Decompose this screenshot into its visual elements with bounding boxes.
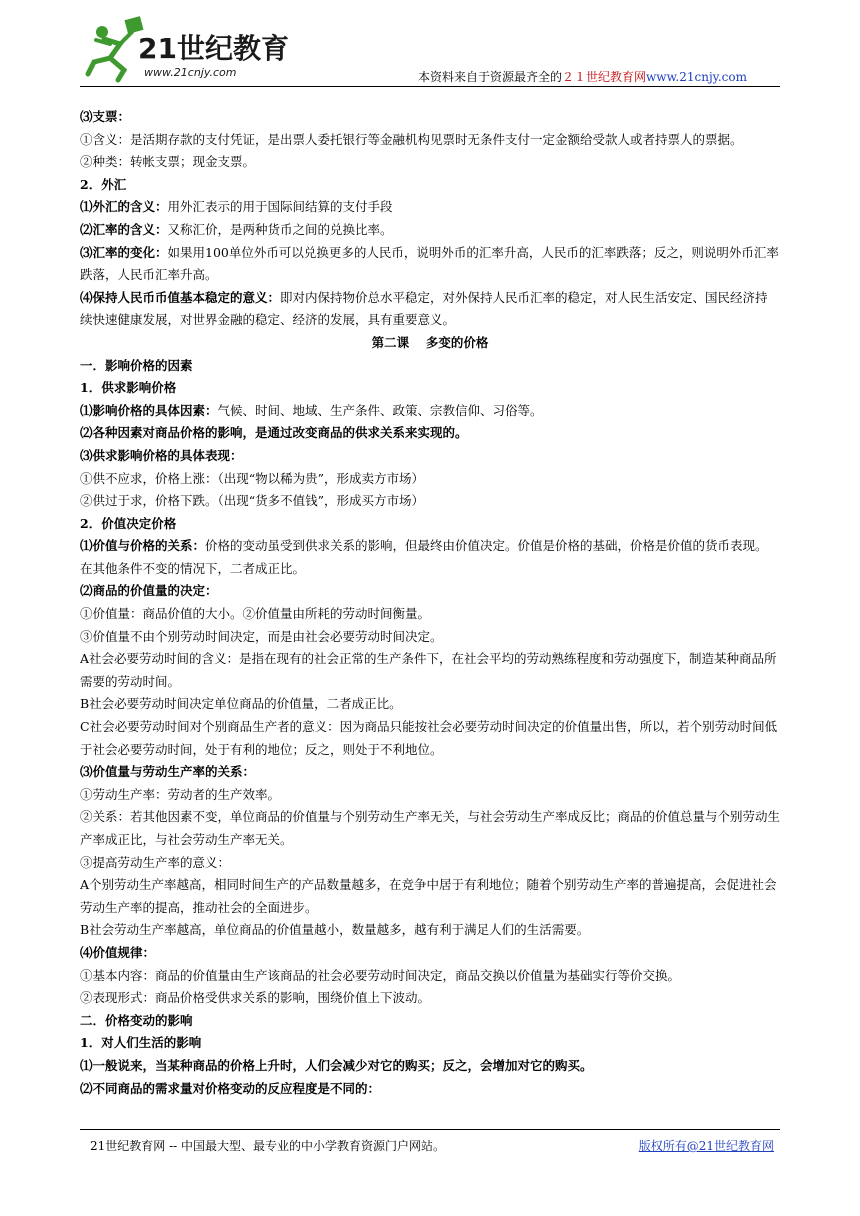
paragraph-text: ⑶价值量与劳动生产率的关系： [80,764,256,780]
paragraph-text: ①劳动生产率：劳动者的生产效率。 [80,786,281,802]
paragraph [80,355,780,378]
paragraph [80,490,780,513]
paragraph [80,1032,780,1055]
paragraph [80,332,780,355]
paragraph-text: ⑵商品的价值量的决定： [80,583,218,599]
paragraph [80,287,780,332]
header-source-site[interactable]: ２１世纪教育网 [562,70,647,84]
paragraph [80,219,780,242]
paragraph [80,1010,780,1033]
paragraph-text: ②供过于求，价格下跌。（出现“货多不值钱”，形成买方市场） [80,493,425,509]
paragraph-text: 如果用100单位外币可以兑换更多的人民币，说明外币的汇率升高，人民币的汇率跌落；反之，则说明外币汇率跌落，人民币汇率升高。 [80,244,779,283]
paragraph-text: 又称汇价，是两种货币之间的兑换比率。 [167,221,393,237]
paragraph-text: 价格的变动虽受到供求关系的影响，但最终由价值决定。价值是价格的基础，价格是价值的货币表现。在其他条件不变的情况下，二者成正比。 [80,538,768,576]
paragraph [80,965,780,988]
paragraph-text: 2．价值决定价格 [80,515,177,531]
paragraph-text: ⑵不同商品的需求量对价格变动的反应程度是不同的： [80,1080,381,1096]
paragraph [80,174,780,197]
paragraph-heading: ⑷保持人民币币值基本稳定的意义： [80,289,281,305]
paragraph [80,716,780,761]
paragraph-text: C社会必要劳动时间对个别商品生产者的意义：因为商品只能按社会必要劳动时间决定的价值量出售，所以，若个别劳动时间低于社会必要劳动时间，处于有利的地位；反之，则处于不利地位。 [80,719,778,757]
paragraph-text: ⑴一般说来，当某种商品的价格上升时，人们会减少对它的购买；反之，会增加对它的购买。 [80,1057,593,1073]
paragraph-text: B社会劳动生产率越高，单位商品的价值量越小，数量越多，越有利于满足人们的生活需要。 [80,922,590,938]
paragraph-text: 二．价格变动的影响 [80,1012,193,1028]
paragraph [80,580,780,603]
paragraph [80,603,780,626]
paragraph [80,852,780,875]
paragraph [80,377,780,400]
paragraph-text: ③价值量不由个别劳动时间决定，而是由社会必要劳动时间决定。 [80,628,443,644]
header-rule [80,86,780,87]
paragraph-text: ①基本内容：商品的价值量由生产该商品的社会必要劳动时间决定，商品交换以价值量为基础实行等价交换。 [80,967,681,983]
running-figure-icon [88,16,144,80]
document-body [80,106,780,1100]
paragraph-text: 一．影响价格的因素 [80,357,193,373]
paragraph-text: 即对内保持物价总水平稳定，对外保持人民币汇率的稳定，对人民生活安定、国民经济持续快速健康发展，对世界金融的稳定、经济的发展，具有重要意义。 [80,289,768,328]
paragraph [80,806,780,851]
paragraph-text: ①含义：是活期存款的支付凭证，是出票人委托银行等金融机构见票时无条件支付一定金额给受款人或者持票人的票据。 [80,131,743,147]
paragraph-text: ⑷价值规律： [80,944,156,960]
paragraph [80,919,780,942]
paragraph-text: ⑶供求影响价格的具体表现： [80,447,243,463]
paragraph-text: ②关系：若其他因素不变，单位商品的价值量与个别劳动生产率无关，与社会劳动生产率成反比；商品的价值总量与个别劳动生产率成正比，与社会劳动生产率无关。 [80,809,781,847]
header-source-url[interactable]: www.21cnjy.com [646,70,747,84]
paragraph-text: 第二课 多变的价格 [371,334,489,350]
paragraph [80,874,780,919]
paragraph [80,106,780,129]
paragraph [80,784,780,807]
paragraph [80,693,780,716]
paragraph-text: ⑶支票： [80,109,131,124]
header-source [418,68,747,85]
footer-text: 21世纪教育网 -- 中国最大型、最专业的中小学教育资源门户网站。 [90,1139,446,1153]
paragraph-text: ⑵各种因素对商品价格的影响，是通过改变商品的供求关系来实现的。 [80,425,468,441]
paragraph-text: 1．供求影响价格 [80,380,177,396]
paragraph-heading: ⑴影响价格的具体因素： [80,402,218,418]
paragraph [80,761,780,784]
paragraph [80,445,780,468]
paragraph [80,535,780,580]
paragraph-text: B社会必要劳动时间决定单位商品的价值量，二者成正比。 [80,696,402,712]
footer-copyright-link[interactable]: 版权所有@21世纪教育网 [638,1139,774,1153]
paragraph [80,648,780,693]
paragraph-text: ②表现形式：商品价格受供求关系的影响，围绕价值上下波动。 [80,990,431,1006]
paragraph [80,513,780,536]
paragraph-text: A个别劳动生产率越高，相同时间生产的产品数量越多，在竞争中居于有利地位；随着个别劳动生产率的普遍提高，会促进社会劳动生产率的提高，推动社会的全面进步。 [80,877,777,915]
header-source-prefix: 本资料来自于资源最齐全的 [418,70,563,84]
paragraph [80,987,780,1010]
paragraph-heading: ⑶汇率的变化： [80,244,168,260]
paragraph-heading: ⑵汇率的含义： [80,221,168,237]
paragraph-text: ③提高劳动生产率的意义： [80,854,231,870]
paragraph-text: 2．外汇 [80,176,127,192]
paragraph-text: 1．对人们生活的影响 [80,1035,202,1051]
paragraph [80,196,780,219]
paragraph [80,1078,780,1101]
paragraph [80,1055,780,1078]
paragraph [80,151,780,174]
logo-url: www.21cnjy.com [144,66,237,79]
paragraph [80,468,780,491]
paragraph-text: ②种类：转帐支票；现金支票。 [80,154,256,170]
paragraph [80,400,780,423]
paragraph-text: 用外汇表示的用于国际间结算的支付手段 [167,199,393,215]
paragraph-text: 气候、时间、地域、生产条件、政策、宗教信仰、习俗等。 [217,402,543,418]
footer-rule [80,1129,780,1130]
paragraph [80,242,780,287]
paragraph [80,942,780,965]
paragraph [80,422,780,445]
paragraph [80,626,780,649]
paragraph-text: A社会必要劳动时间的含义：是指在现有的社会正常的生产条件下，在社会平均的劳动熟练程度和劳动强度下，制造某种商品所需要的劳动时间。 [80,651,777,689]
paragraph [80,129,780,152]
paragraph-text: ①供不应求，价格上涨：（出现“物以稀为贵”，形成卖方市场） [80,470,425,486]
paragraph-heading: ⑴价值与价格的关系： [80,538,206,554]
logo-title: 21世纪教育 [138,32,289,65]
paragraph-text: ①价值量：商品价值的大小。②价值量由所耗的劳动时间衡量。 [80,606,431,622]
paragraph-heading: ⑴外汇的含义： [80,199,168,215]
site-logo[interactable] [80,14,290,84]
